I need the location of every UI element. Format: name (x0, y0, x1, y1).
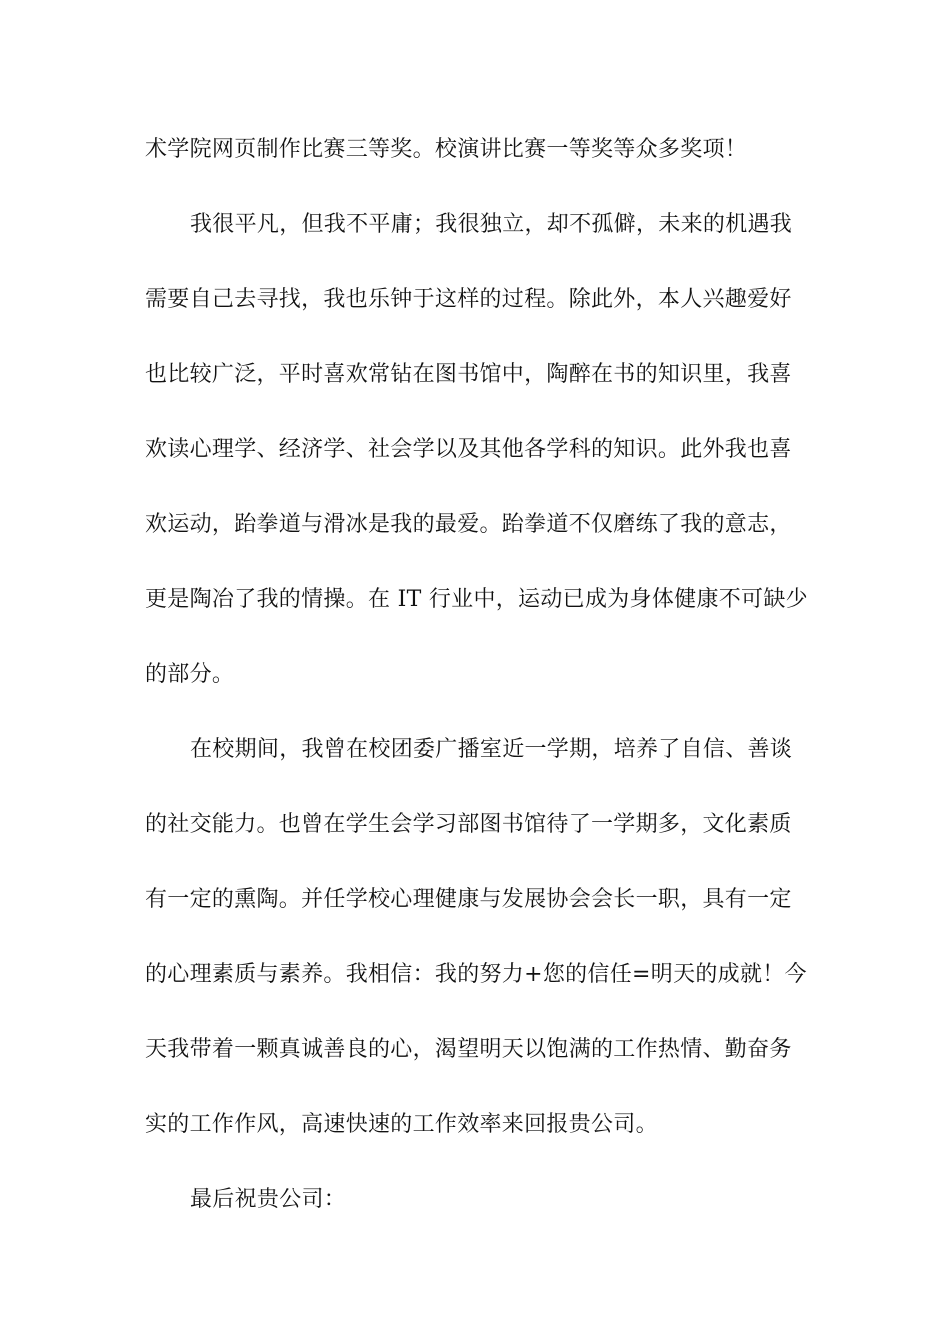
text-line: 也比较广泛，平时喜欢常钻在图书馆中，陶醉在书的知识里，我喜 (145, 362, 792, 387)
text-line: 欢读心理学、经济学、社会学以及其他各学科的知识。此外我也喜 (145, 437, 792, 462)
text-line: 更是陶冶了我的情操。在 IT 行业中，运动已成为身体健康不可缺少 (145, 587, 808, 612)
text-line: 天我带着一颗真诚善良的心，渴望明天以饱满的工作热情、勤奋务 (145, 1037, 792, 1062)
text-line: 的心理素质与素养。我相信：我的努力+您的信任=明天的成就！今 (145, 962, 807, 987)
text-line: 有一定的熏陶。并任学校心理健康与发展协会会长一职，具有一定 (145, 887, 792, 912)
paragraph-first-line: 我很平凡，但我不平庸；我很独立，却不孤僻，未来的机遇我 (190, 212, 793, 237)
text-line: 需要自己去寻找，我也乐钟于这样的过程。除此外，本人兴趣爱好 (145, 287, 792, 312)
text-line: 实的工作作风，高速快速的工作效率来回报贵公司。 (145, 1112, 658, 1137)
text-line: 欢运动，跆拳道与滑冰是我的最爱。跆拳道不仅磨练了我的意志， (145, 512, 792, 537)
closing-line: 最后祝贵公司： (190, 1187, 347, 1212)
text-line: 术学院网页制作比赛三等奖。校演讲比赛一等奖等众多奖项！ (145, 137, 748, 162)
paragraph-first-line: 在校期间，我曾在校团委广播室近一学期，培养了自信、善谈 (190, 737, 793, 762)
text-line: 的社交能力。也曾在学生会学习部图书馆待了一学期多，文化素质 (145, 812, 792, 837)
text-line: 的部分。 (145, 662, 235, 687)
